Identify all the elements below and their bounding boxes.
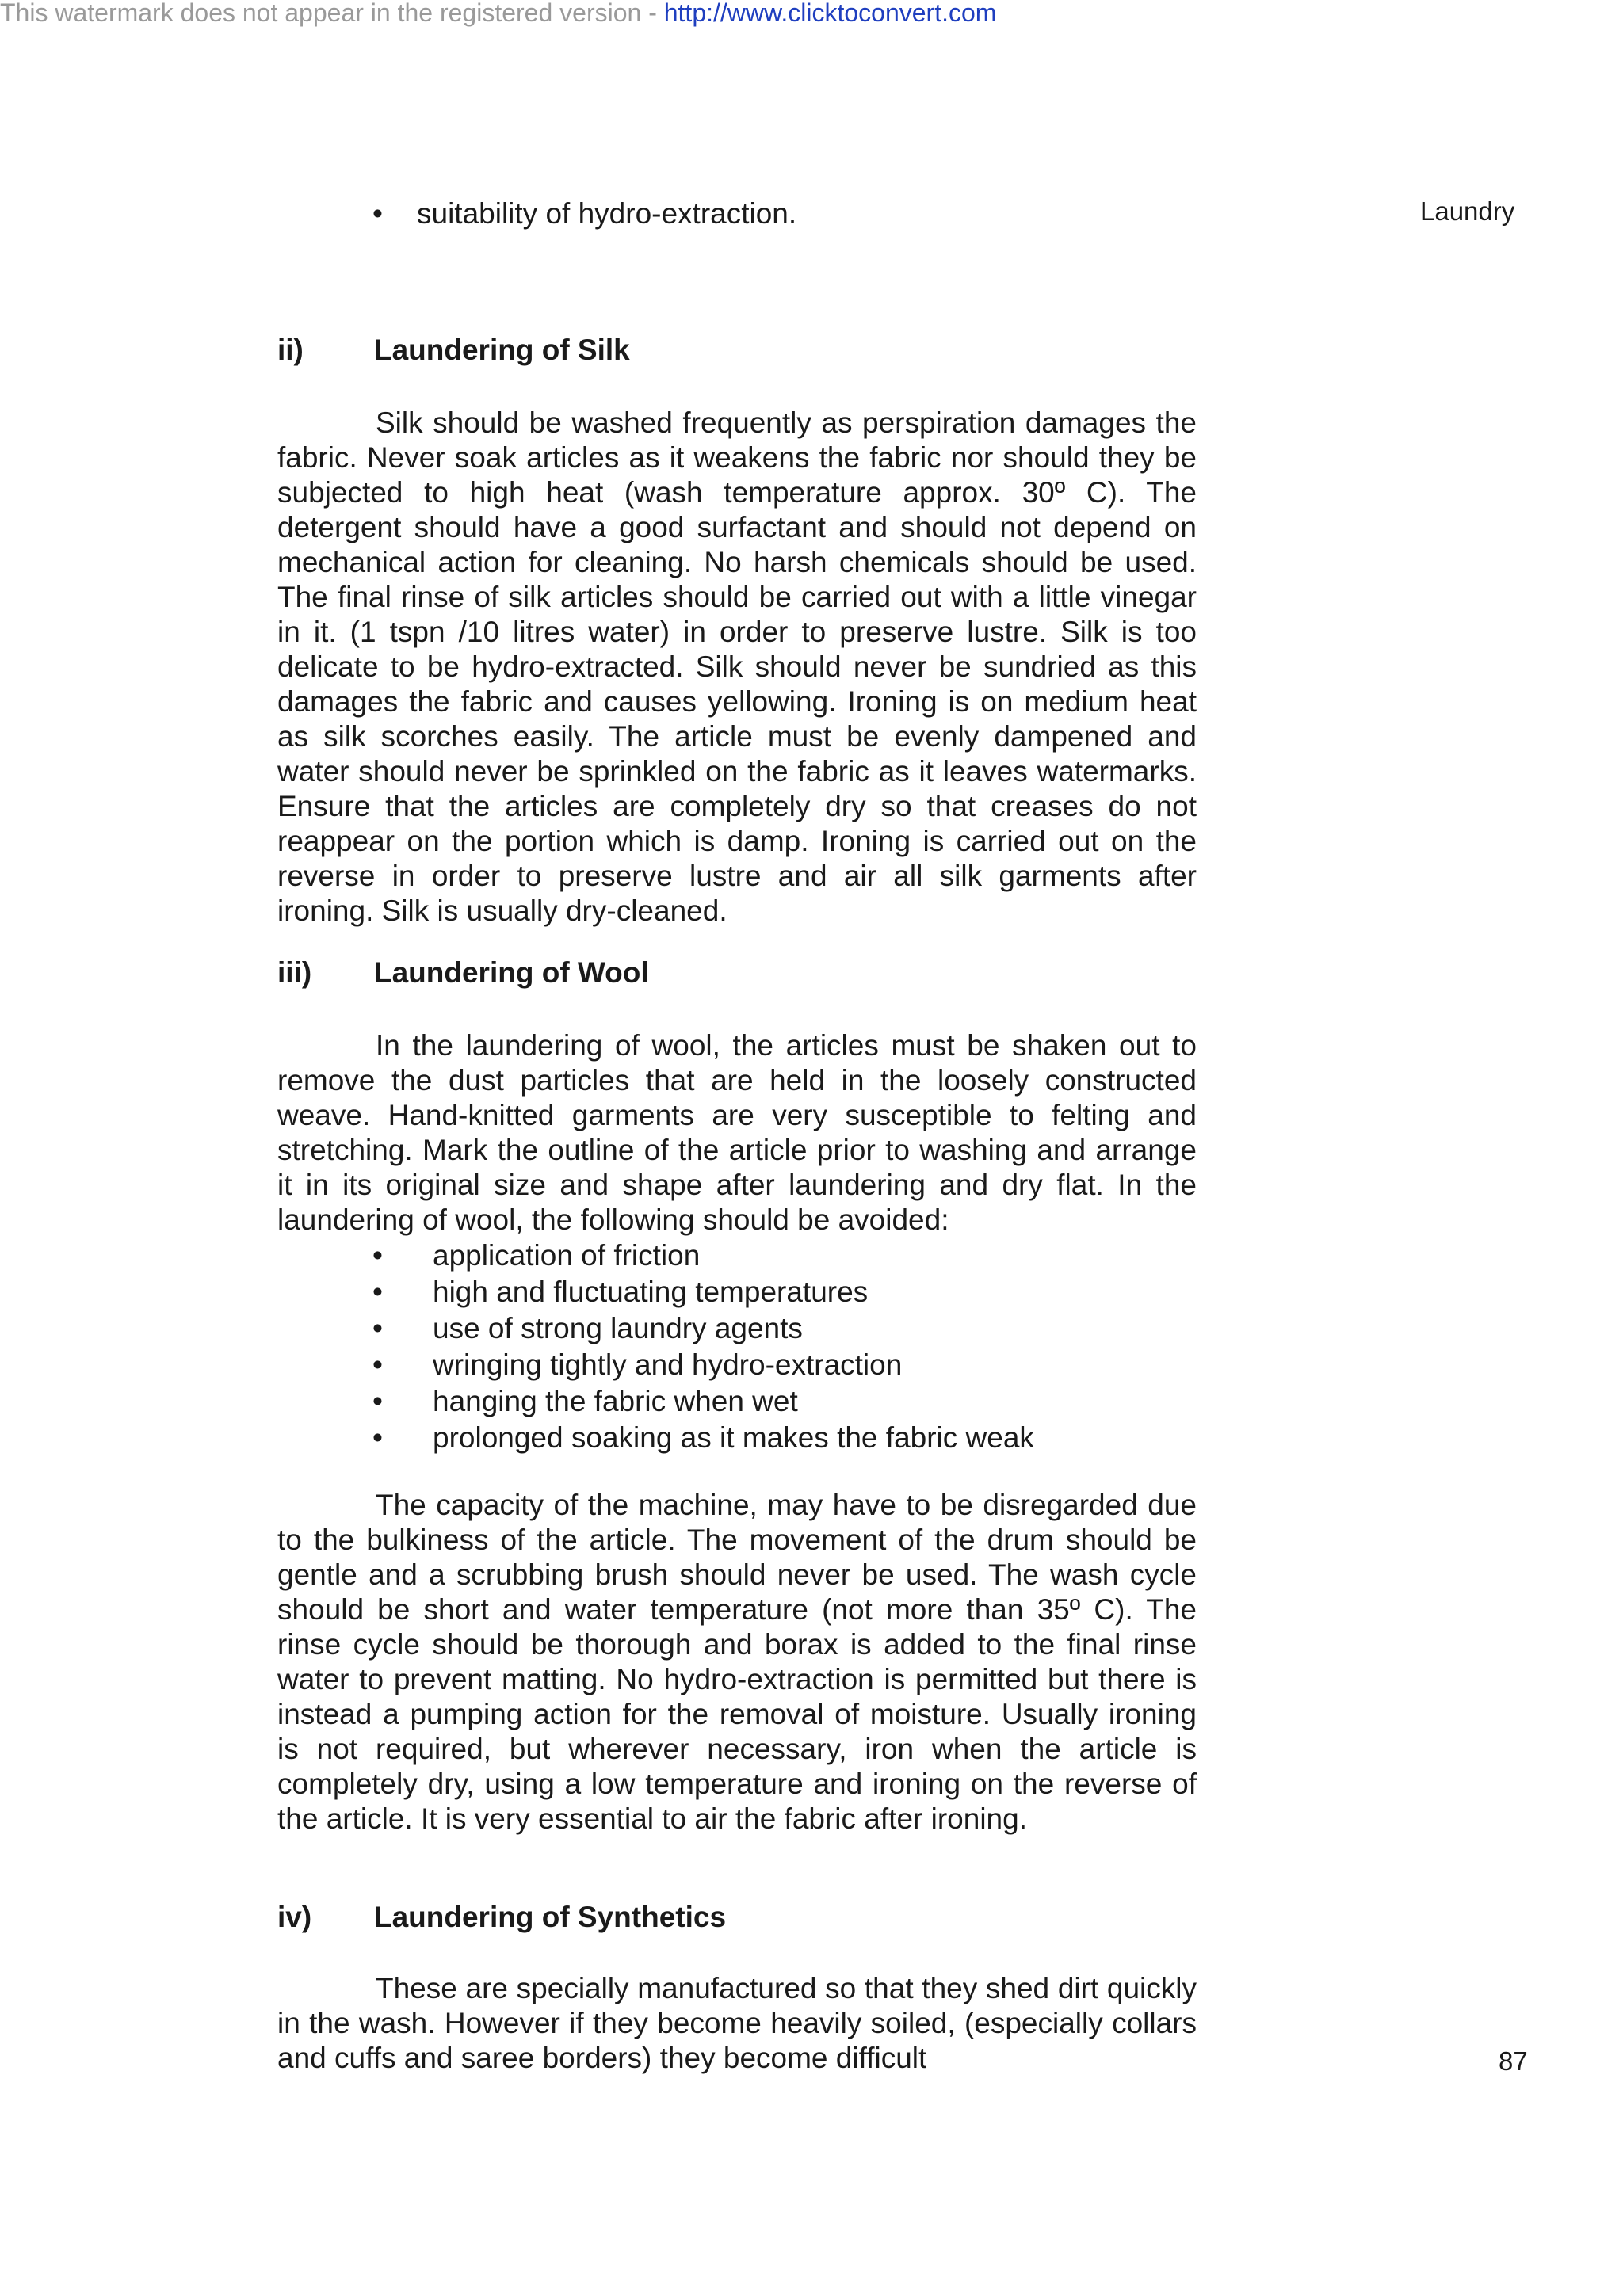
- list-item: • use of strong laundry agents: [372, 1310, 1034, 1347]
- watermark-link[interactable]: http://www.clicktoconvert.com: [663, 0, 997, 27]
- section-title: Laundering of Wool: [374, 956, 649, 989]
- page-number: 87: [1499, 2046, 1528, 2076]
- bullet-icon: •: [372, 197, 383, 230]
- running-head: Laundry: [1420, 196, 1515, 226]
- list-item: • wringing tightly and hydro-extraction: [372, 1347, 1034, 1383]
- watermark-banner: [0, 0, 1623, 54]
- wool-paragraph-1: In the laundering of wool, the articles must be shaken out to remove the dust particles that are held in the loosely constructed weave. Hand-knitted garments are very susceptible to felting and stretching. Mark the outline of the article prior to washing and arrange it in its original size and shape after laundering and dry flat. In the laundering of wool, the following should be avoided:: [277, 1029, 1197, 1236]
- top-bullet-item: [372, 196, 796, 231]
- list-item: • hanging the fabric when wet: [372, 1383, 1034, 1420]
- wool-avoid-list: [372, 1238, 1034, 1456]
- wool-paragraph-2: The capacity of the machine, may have to be disregarded due to the bulkiness of the article. The movement of the drum should be gentle and a scrubbing brush should never be used. The wash cycle should be short and water temperature (not more than 35º C). The rinse cycle should be thorough and borax is added to the final rinse water to prevent matting. No hydro-extraction is permitted but there is instead a pumping action for the removal of moisture. Usually ironing is not required, but wherever necessary, iron when the article is completely dry, using a low temperature and ironing on the reverse of the article. It is very essential to air the fabric after ironing.: [277, 1489, 1197, 1835]
- list-item: • application of friction: [372, 1238, 1034, 1274]
- list-item: • high and fluctuating temperatures: [372, 1274, 1034, 1310]
- section-title: Laundering of Synthetics: [374, 1901, 727, 1933]
- synthetics-paragraph: These are specially manufactured so that they shed dirt quickly in the wash. However if they become heavily soiled, (especially collars and cuffs and saree borders) they become difficult: [277, 1972, 1197, 2074]
- section-title: Laundering of Silk: [374, 334, 630, 366]
- section-number: iii): [277, 956, 312, 989]
- list-item: • prolonged soaking as it makes the fabric weak: [372, 1420, 1034, 1456]
- silk-paragraph: Silk should be washed frequently as perspiration damages the fabric. Never soak articles as it weakens the fabric nor should they be subjected to high heat (wash temperature approx. 30º C). The detergent should have a good surfactant and should not depend on mechanical action for cleaning. No harsh chemicals should be used. The final rinse of silk articles should be carried out with a little vinegar in it. (1 tspn /10 litres water) in order to preserve lustre. Silk is too delicate to be hydro-extracted. Silk should never be sundried as this damages the fabric and causes yellowing. Ironing is on medium heat as silk scorches easily. The article must be evenly dampened and water should never be sprinkled on the fabric as it leaves watermarks. Ensure that the articles are completely dry so that creases do not reappear on the portion which is damp. Ironing is carried out on the reverse in order to preserve lustre and air all silk garments after ironing. Silk is usually dry-cleaned.: [277, 406, 1197, 927]
- section-heading-wool: [277, 955, 649, 990]
- watermark-text: This watermark does not appear in the registered version -: [0, 0, 664, 27]
- top-bullet-text: suitability of hydro-extraction.: [417, 197, 797, 230]
- section-heading-synthetics: [277, 1900, 726, 1935]
- section-heading-silk: [277, 333, 630, 368]
- section-number: iv): [277, 1901, 312, 1933]
- section-number: ii): [277, 334, 304, 366]
